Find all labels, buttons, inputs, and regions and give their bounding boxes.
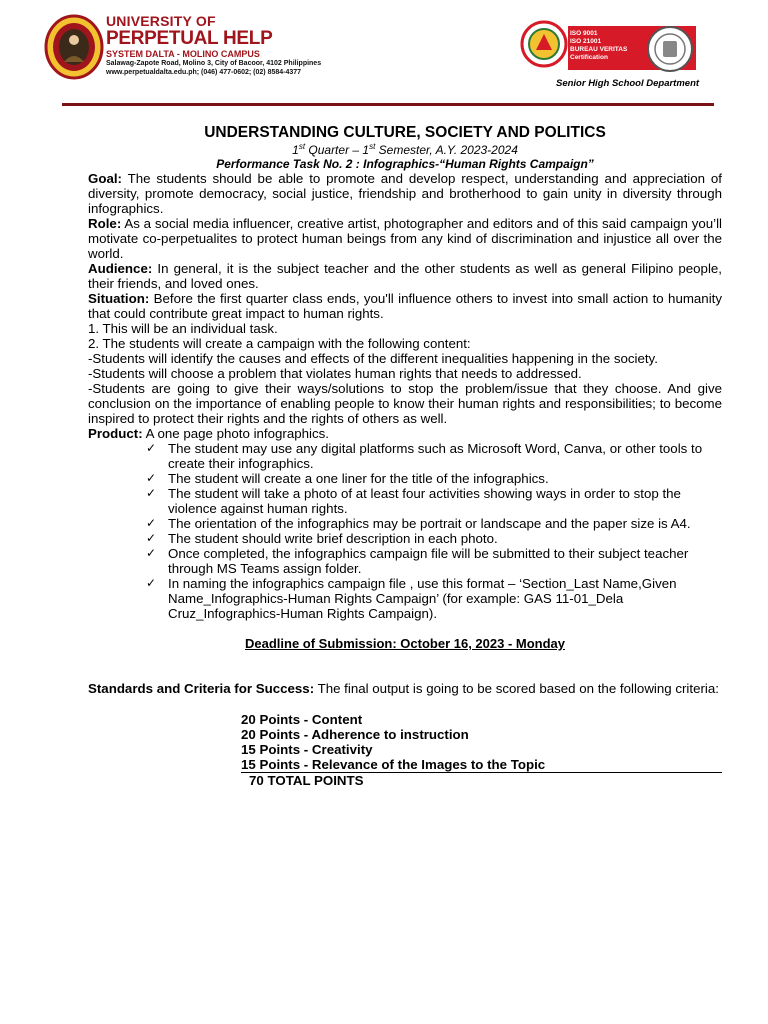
checkmark-icon: ✓ bbox=[146, 576, 157, 590]
checklist-item bbox=[146, 576, 722, 621]
situation-text: Before the first quarter class ends, you'll influence others to invest into small action to humanity that could contribute great impact to human rights. bbox=[88, 291, 722, 321]
role-text: As a social media influencer, creative artist, photographer and editors and of this said campaign you’ll motivate co-perpetualites to protect human beings from any kind of discrimination and injustice all over the world. bbox=[88, 216, 722, 261]
checklist-item bbox=[146, 516, 722, 531]
semester-suffix: st bbox=[369, 142, 376, 151]
checklist-item bbox=[146, 486, 722, 516]
goal-label: Goal: bbox=[88, 171, 122, 186]
checkmark-icon: ✓ bbox=[146, 546, 157, 560]
numbered-item: 1. This will be an individual task. bbox=[88, 321, 278, 336]
bureau-veritas-seal-icon bbox=[646, 22, 694, 76]
standards-text: The final output is going to be scored based on the following criteria: bbox=[314, 681, 719, 696]
criteria-item: 15 Points - Relevance of the Images to the Topic bbox=[241, 757, 546, 772]
submission-deadline: Deadline of Submission: October 16, 2023 - Monday bbox=[244, 636, 566, 651]
checkmark-icon: ✓ bbox=[146, 531, 157, 545]
numbered-item: 2. The students will create a campaign with the following content: bbox=[88, 336, 471, 351]
checklist-item bbox=[146, 441, 722, 471]
checklist-item bbox=[146, 471, 722, 486]
checklist-text: The student will take a photo of at least four activities showing ways in order to stop the violence against human rights. bbox=[168, 486, 681, 516]
department-name: Senior High School Department bbox=[556, 78, 700, 89]
checklist-text: The student should write brief description in each photo. bbox=[168, 531, 498, 546]
audience-text: In general, it is the subject teacher and the other students as well as general Filipino people, their friends, and loved ones. bbox=[88, 261, 722, 291]
product-text: A one page photo infographics. bbox=[142, 426, 329, 441]
document-title: UNDERSTANDING CULTURE, SOCIETY AND POLITICS bbox=[204, 124, 606, 141]
standards-label: Standards and Criteria for Success: bbox=[88, 681, 315, 696]
iso-line: BUREAU VERITAS bbox=[570, 46, 628, 53]
semester-text: Semester, A.Y. 2023-2024 bbox=[375, 143, 518, 157]
checkmark-icon: ✓ bbox=[146, 486, 157, 500]
university-name-line1: UNIVERSITY OF bbox=[106, 13, 216, 29]
checklist-text: The student may use any digital platforms such as Microsoft Word, Canva, or other tools to create their infographics. bbox=[168, 441, 703, 471]
audience-paragraph bbox=[88, 261, 722, 291]
checkmark-icon: ✓ bbox=[146, 471, 157, 485]
checklist-text: The orientation of the infographics may be portrait or landscape and the paper size is A4. bbox=[168, 516, 691, 531]
campus-contact: www.perpetualdalta.edu.ph; (046) 477-0602; (02) 8584-4377 bbox=[106, 69, 302, 76]
goal-text: The students should be able to promote and develop respect, understanding and appreciation of diversity, promote democracy, social justice, friendship and brotherhood to gain unity in diversity through infographics. bbox=[88, 171, 722, 216]
criteria-item: 20 Points - Adherence to instruction bbox=[241, 727, 469, 742]
university-name-line2: PERPETUAL HELP bbox=[106, 28, 273, 49]
standards-paragraph bbox=[88, 681, 722, 696]
dash-item: -Students will identify the causes and effects of the different inequalities happening in the society. bbox=[88, 351, 658, 366]
checklist-text: The student will create a one liner for the title of the infographics. bbox=[168, 471, 549, 486]
letterhead bbox=[0, 0, 768, 112]
university-name-block bbox=[106, 14, 321, 77]
document-body bbox=[88, 124, 722, 788]
campus-logo-icon bbox=[520, 20, 568, 68]
product-paragraph bbox=[88, 426, 722, 441]
checklist-item bbox=[146, 546, 722, 576]
situation-label: Situation: bbox=[88, 291, 150, 306]
campus-address: Salawag-Zapote Road, Molino 3, City of Bacoor, 4102 Philippines bbox=[106, 60, 322, 67]
product-checklist bbox=[88, 441, 722, 621]
dash-item: -Students are going to give their ways/solutions to stop the problem/issue that they choose. And give conclusion on the importance of enabling people to know their human rights and responsibilities; to become inspired to protect their rights and the rights of others as well. bbox=[88, 381, 722, 426]
dash-item: -Students will choose a problem that violates human rights that needs to addressed. bbox=[88, 366, 582, 381]
semester-number: 1 bbox=[362, 143, 370, 157]
iso-line: ISO 21001 bbox=[570, 38, 602, 45]
quarter-semester bbox=[88, 143, 722, 157]
quarter-suffix: st bbox=[298, 142, 306, 151]
situation-paragraph bbox=[88, 291, 722, 321]
header-divider bbox=[62, 103, 714, 106]
iso-line: ISO 9001 bbox=[570, 30, 598, 37]
performance-task-title: Performance Task No. 2 : Infographics-“Human Rights Campaign” bbox=[216, 157, 594, 171]
quarter-number: 1 bbox=[292, 143, 299, 157]
checkmark-icon: ✓ bbox=[146, 441, 157, 455]
campus-name: SYSTEM DALTA - MOLINO CAMPUS bbox=[106, 49, 260, 59]
quarter-text: Quarter – bbox=[305, 143, 363, 157]
criteria-item: 15 Points - Creativity bbox=[241, 742, 373, 757]
iso-certification-badge bbox=[568, 26, 640, 70]
total-points: 70 TOTAL POINTS bbox=[249, 773, 364, 788]
role-paragraph bbox=[88, 216, 722, 261]
checklist-item bbox=[146, 531, 722, 546]
checkmark-icon: ✓ bbox=[146, 516, 157, 530]
criteria-list bbox=[88, 712, 722, 772]
iso-line: Certification bbox=[570, 54, 608, 61]
product-label: Product: bbox=[88, 426, 143, 441]
checklist-text: In naming the infographics campaign file , use this format – ‘Section_Last Name,Given Name_Infographics-Human Rights Campaign’ (for example: GAS 11-01_Dela Cruz_Infographics-Human Rights Campaign). bbox=[168, 576, 677, 621]
goal-paragraph bbox=[88, 171, 722, 216]
criteria-item: 20 Points - Content bbox=[241, 712, 363, 727]
role-label: Role: bbox=[88, 216, 122, 231]
university-seal-icon bbox=[44, 14, 104, 80]
audience-label: Audience: bbox=[88, 261, 153, 276]
checklist-text: Once completed, the infographics campaign file will be submitted to their subject teacher through MS Teams assign folder. bbox=[168, 546, 689, 576]
